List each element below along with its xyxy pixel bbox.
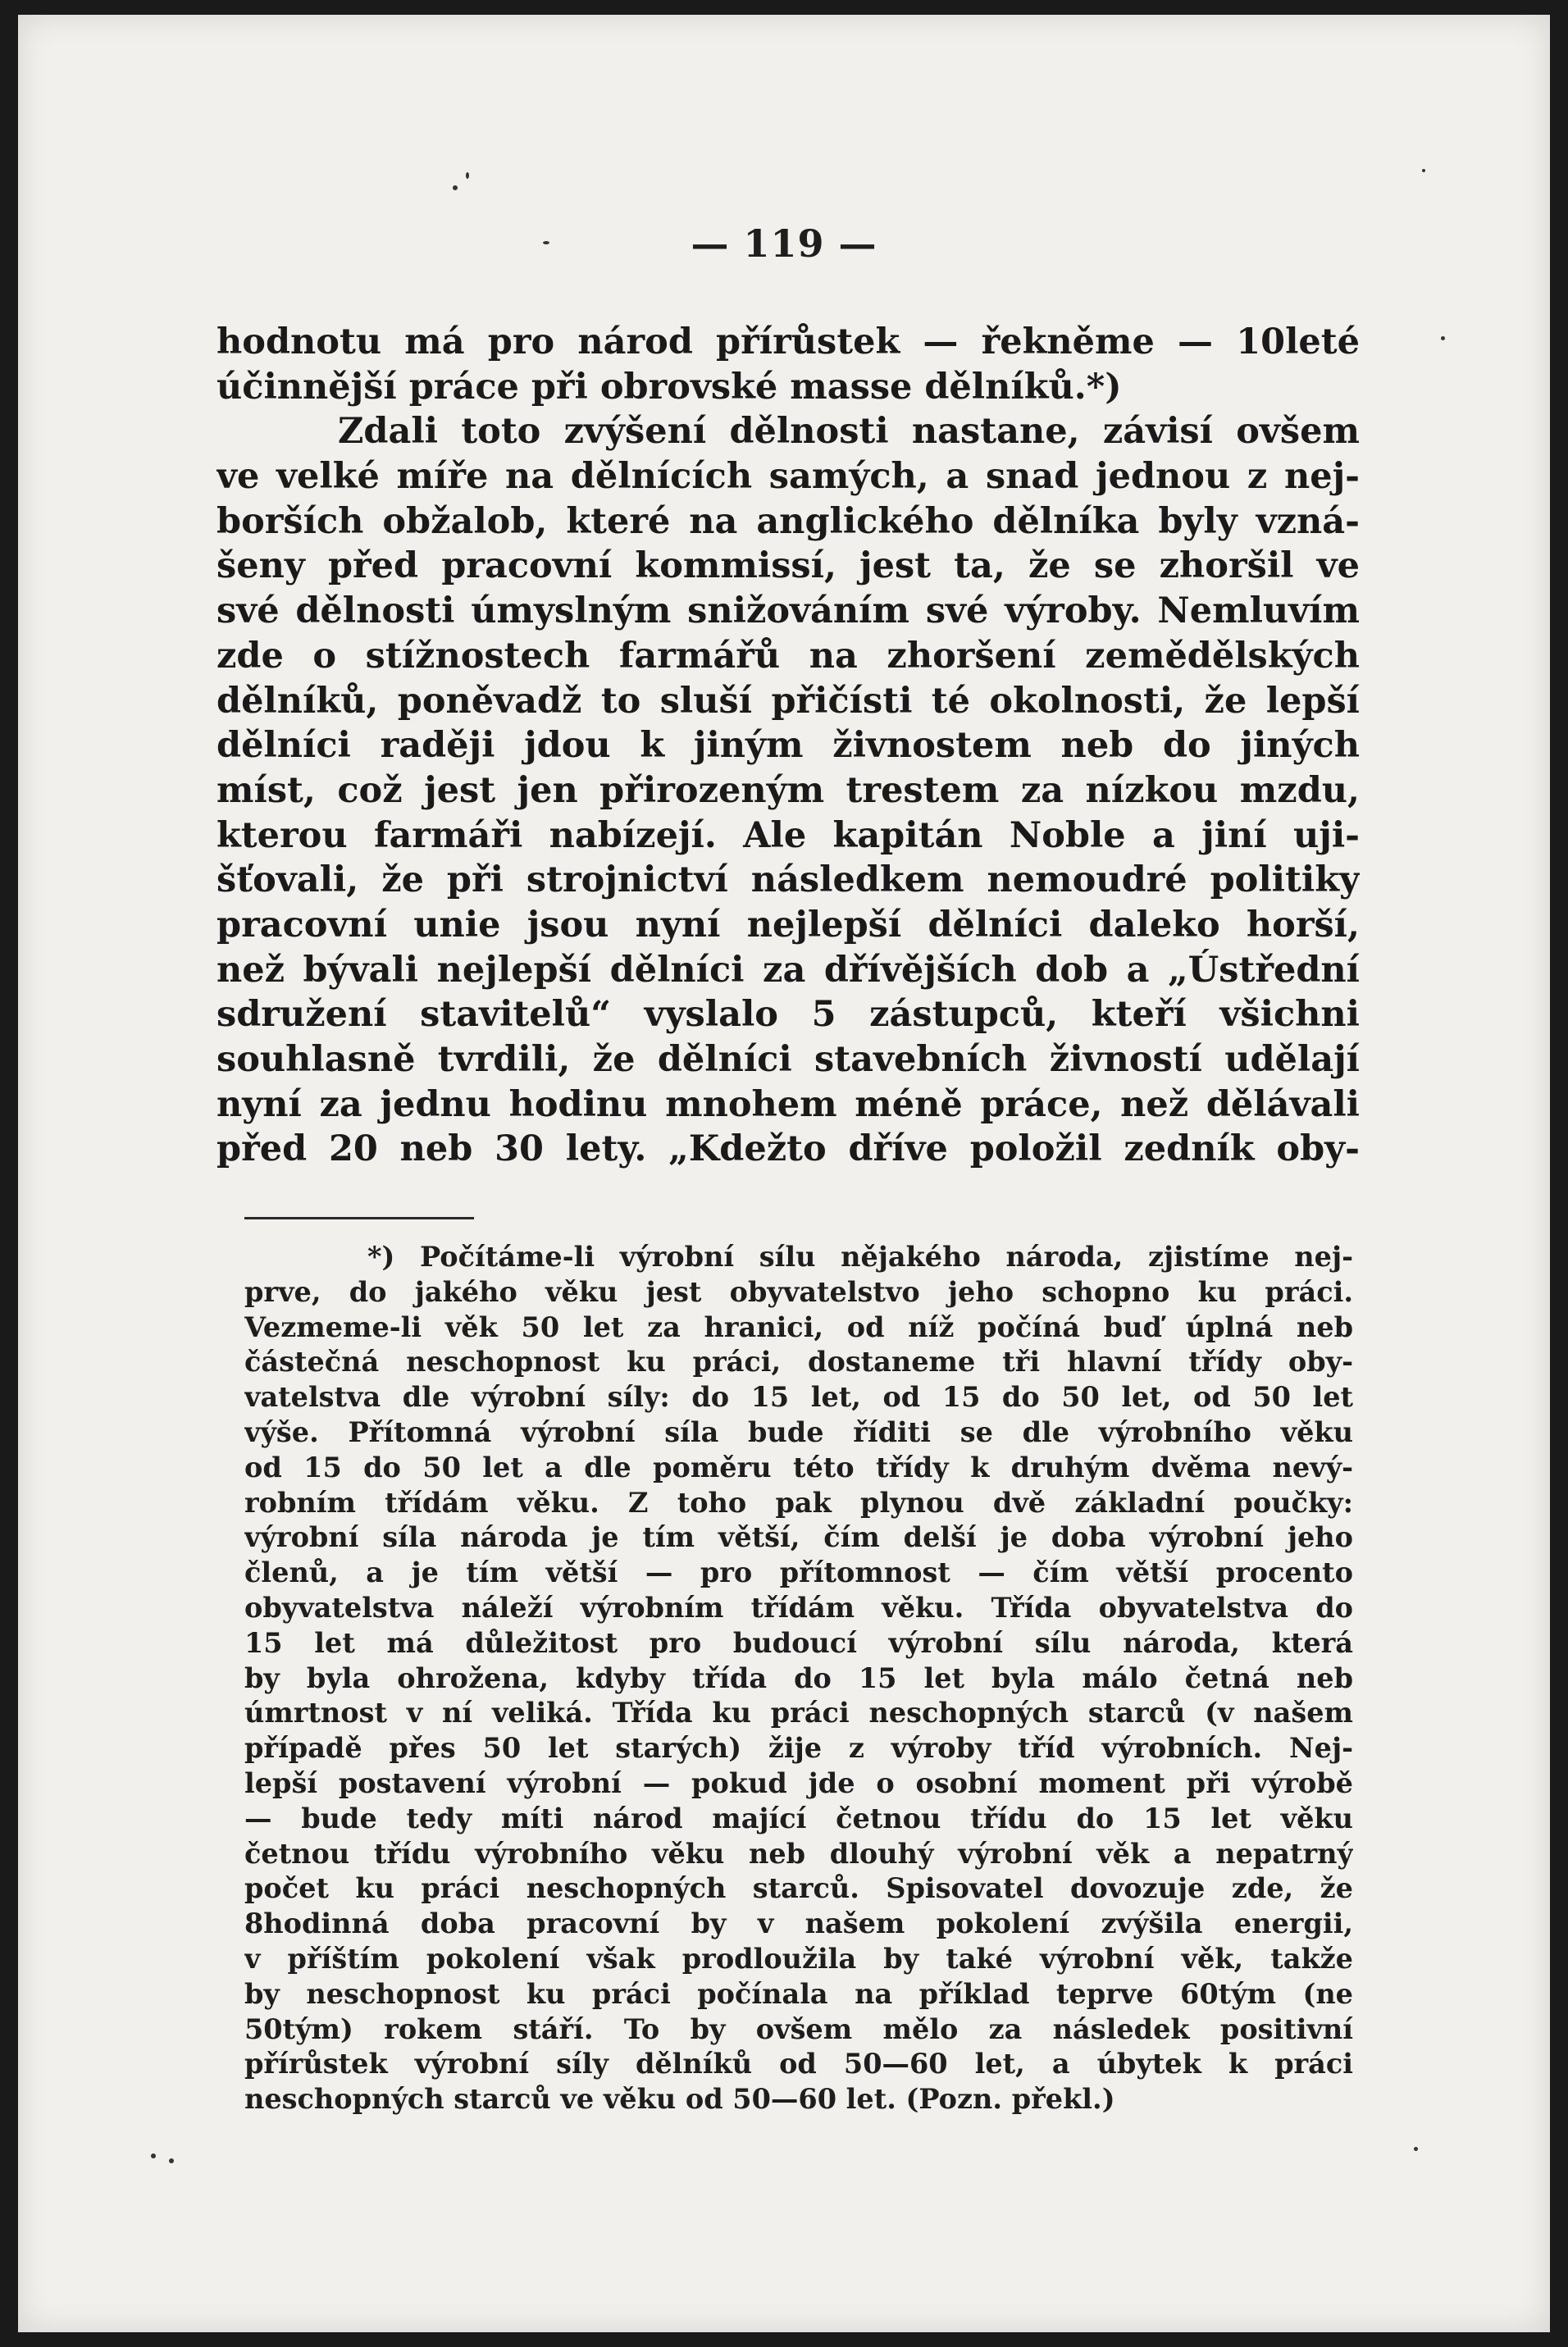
footnote-line: by neschopnost ku práci počínala na příklad teprve 60tým (ne [244, 1977, 1353, 2010]
footnote-line: lepší postavení výrobní — pokud jde o osobní moment při výrobě [244, 1766, 1353, 1799]
footnote-line: Vezmeme-li věk 50 let za hranici, od níž počíná buď úplná neb [244, 1310, 1353, 1343]
footnote-line: vatelstva dle výrobní síly: do 15 let, od 15 do 50 let, od 50 let [244, 1381, 1353, 1414]
text-line: borších obžalob, které na anglického dělníka byly vzná- [217, 500, 1360, 542]
text-line: dělníků, poněvadž to sluší přičísti té okolnosti, že lepší [217, 680, 1360, 722]
scan-speck [1441, 336, 1445, 340]
text-line: zde o stížnostech farmářů na zhoršení zemědělských [217, 635, 1360, 677]
text-line: své dělnosti úmyslným snižováním své výroby. Nemluvím [217, 590, 1360, 632]
text-line: souhlasně tvrdili, že dělníci stavebních živností udělají [217, 1039, 1360, 1080]
footnote-divider [244, 1217, 474, 1219]
footnote-line: 8hodinná doba pracovní by v našem pokolení zvýšila energii, [244, 1907, 1353, 1940]
text-line: ve velké míře na dělnících samých, a snad jednou z nej- [217, 456, 1360, 498]
text-line: šťovali, že při strojnictví následkem nemoudré politiky [217, 859, 1360, 901]
main-text [217, 320, 1360, 1172]
footnote-line: v příštím pokolení však prodloužila by také výrobní věk, takže [244, 1942, 1353, 1975]
text-line: kterou farmáři nabízejí. Ale kapitán Noble a jiní uji- [217, 814, 1360, 856]
scan-speck [1414, 2147, 1418, 2151]
footnote-line: případě přes 50 let starých) žije z výroby tříd výrobních. Nej- [244, 1732, 1353, 1765]
scan-speck [466, 172, 469, 179]
text-line: účinnější práce při obrovské masse dělníků.*) [217, 366, 1122, 408]
text-line: před 20 neb 30 lety. „Kdežto dříve položil zedník oby- [217, 1128, 1360, 1170]
footnote-line: by byla ohrožena, kdyby třída do 15 let byla málo četná neb [244, 1661, 1353, 1694]
footnote-line: — bude tedy míti národ mající četnou třídu do 15 let věku [244, 1802, 1353, 1834]
scan-speck [151, 2153, 156, 2158]
scan-speck [453, 185, 458, 190]
text-line: pracovní unie jsou nyní nejlepší dělníci daleko horší, [217, 904, 1360, 946]
text-line: Zdali toto zvýšení dělnosti nastane, závisí ovšem [338, 411, 1360, 453]
footnote-line: výrobní síla národa je tím větší, čím delší je doba výrobní jeho [244, 1521, 1353, 1554]
scan-speck [543, 241, 549, 244]
scan-speck [1422, 169, 1425, 172]
footnote-line: obyvatelstva náleží výrobním třídám věku. Třída obyvatelstva do [244, 1591, 1353, 1624]
footnote-line: *) Počítáme-li výrobní sílu nějakého národa, zjistíme nej- [367, 1241, 1353, 1273]
text-line: sdružení stavitelů“ vyslalo 5 zástupců, kteří všichni [217, 994, 1360, 1036]
footnote-line: prve, do jakého věku jest obyvatelstvo jeho schopno ku práci. [244, 1275, 1353, 1308]
footnote-line: od 15 do 50 let a dle poměru této třídy k druhým dvěma nevý- [244, 1451, 1353, 1483]
footnote-line: úmrtnost v ní veliká. Třída ku práci neschopných starců (v našem [244, 1697, 1353, 1729]
footnote-line: 50tým) rokem stáří. To by ovšem mělo za následek positivní [244, 2012, 1353, 2045]
footnote-line: částečná neschopnost ku práci, dostaneme tři hlavní třídy oby- [244, 1346, 1353, 1379]
footnote-line: neschopných starců ve věku od 50—60 let. (Pozn. překl.) [244, 2083, 1115, 2116]
text-line: míst, což jest jen přirozeným trestem za nízkou mzdu, [217, 769, 1360, 811]
footnote-line: počet ku práci neschopných starců. Spisovatel dovozuje zde, že [244, 1872, 1353, 1905]
footnote [244, 1240, 1353, 2117]
footnote-line: robním třídám věku. Z toho pak plynou dvě základní poučky: [244, 1486, 1353, 1519]
scan-speck [169, 2158, 174, 2163]
footnote-line: výše. Přítomná výrobní síla bude říditi se dle výrobního věku [244, 1415, 1353, 1448]
text-line: šeny před pracovní kommissí, jest ta, že se zhoršil ve [217, 545, 1360, 587]
page-number: — 119 — [691, 221, 877, 266]
footnote-line: četnou třídu výrobního věku neb dlouhý výrobní věk a nepatrný [244, 1837, 1353, 1870]
text-line: nyní za jednu hodinu mnohem méně práce, než dělávali [217, 1083, 1360, 1125]
footnote-line: 15 let má důležitost pro budoucí výrobní sílu národa, která [244, 1626, 1353, 1659]
text-line: dělníci raději jdou k jiným živnostem neb do jiných [217, 725, 1360, 767]
footnote-line: přírůstek výrobní síly dělníků od 50—60 let, a úbytek k práci [244, 2048, 1353, 2080]
text-line: hodnotu má pro národ přírůstek — řekněme — 10leté [217, 321, 1360, 362]
footnote-line: členů, a je tím větší — pro přítomnost — čím větší procento [244, 1556, 1353, 1589]
text-line: než bývali nejlepší dělníci za dřívějších dob a „Ústřední [217, 949, 1360, 991]
book-page [18, 15, 1550, 2332]
